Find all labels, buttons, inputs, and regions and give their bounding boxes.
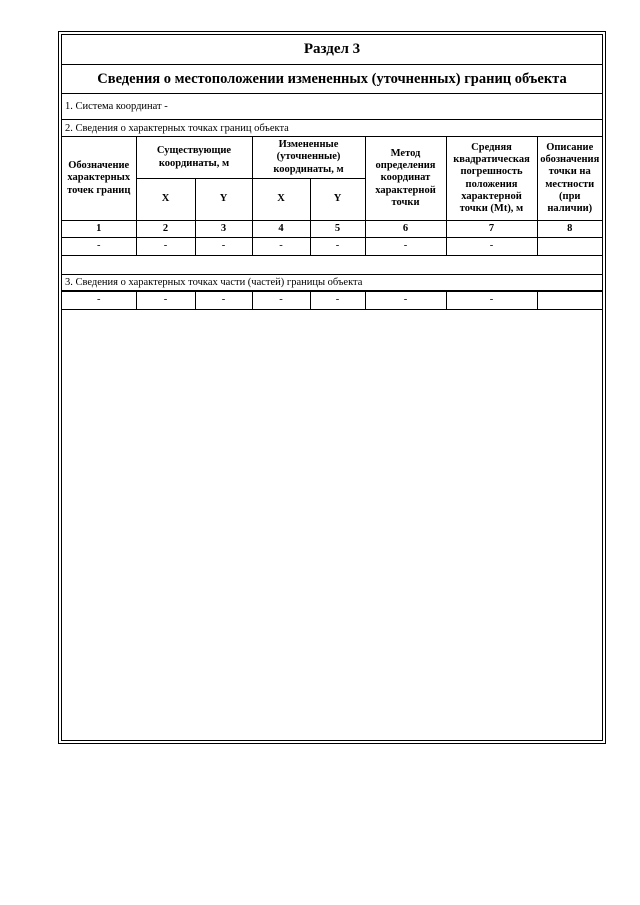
column-number: 7 <box>446 221 537 238</box>
header-description: Описание обозначения точки на местности (при наличии) <box>537 137 602 221</box>
points-heading: 2. Сведения о характерных точках границ объекта <box>65 122 289 134</box>
section-title: Раздел 3 <box>62 35 602 65</box>
table-row <box>62 292 602 310</box>
coordinate-system-line: 1. Система координат - <box>62 94 602 120</box>
header-error: Средняя квадратическая погрешность положения характерной точки (Mt), м <box>446 137 537 221</box>
table-cell: - <box>310 238 365 256</box>
header-changed-x: X <box>252 179 310 221</box>
table-cell: - <box>310 292 365 310</box>
table-cell: - <box>195 238 252 256</box>
column-number: 8 <box>537 221 602 238</box>
column-number: 3 <box>195 221 252 238</box>
table-cell: - <box>252 292 310 310</box>
part-points-heading: 3. Сведения о характерных точках части (частей) границы объекта <box>62 274 602 291</box>
table-cell: - <box>252 238 310 256</box>
table-row <box>62 238 602 256</box>
header-changed-coords: Измененные (уточненные) координаты, м <box>252 137 365 179</box>
table-cell <box>537 292 602 310</box>
header-existing-coords: Существующие координаты, м <box>136 137 252 179</box>
table-cell <box>537 238 602 256</box>
table-cell: - <box>136 292 195 310</box>
table-cell: - <box>195 292 252 310</box>
table-cell: - <box>365 292 446 310</box>
table-cell: - <box>62 292 136 310</box>
column-number: 1 <box>62 221 136 238</box>
table-cell: - <box>136 238 195 256</box>
document-frame <box>58 31 606 744</box>
header-designation: Обозначение характерных точек границ <box>62 137 136 221</box>
section-subtitle: Сведения о местоположении измененных (уточненных) границ объекта <box>62 65 602 94</box>
column-number: 2 <box>136 221 195 238</box>
table-cell: - <box>62 238 136 256</box>
part-points-table <box>62 291 602 310</box>
table-cell: - <box>446 238 537 256</box>
column-number: 5 <box>310 221 365 238</box>
header-method: Метод определения координат характерной точки <box>365 137 446 221</box>
header-changed-y: Y <box>310 179 365 221</box>
points-table <box>62 136 602 256</box>
table-cell: - <box>365 238 446 256</box>
header-existing-x: X <box>136 179 195 221</box>
header-existing-y: Y <box>195 179 252 221</box>
column-number: 4 <box>252 221 310 238</box>
document-inner-frame <box>61 34 603 741</box>
column-number: 6 <box>365 221 446 238</box>
column-number-row <box>62 221 602 238</box>
table-cell: - <box>446 292 537 310</box>
